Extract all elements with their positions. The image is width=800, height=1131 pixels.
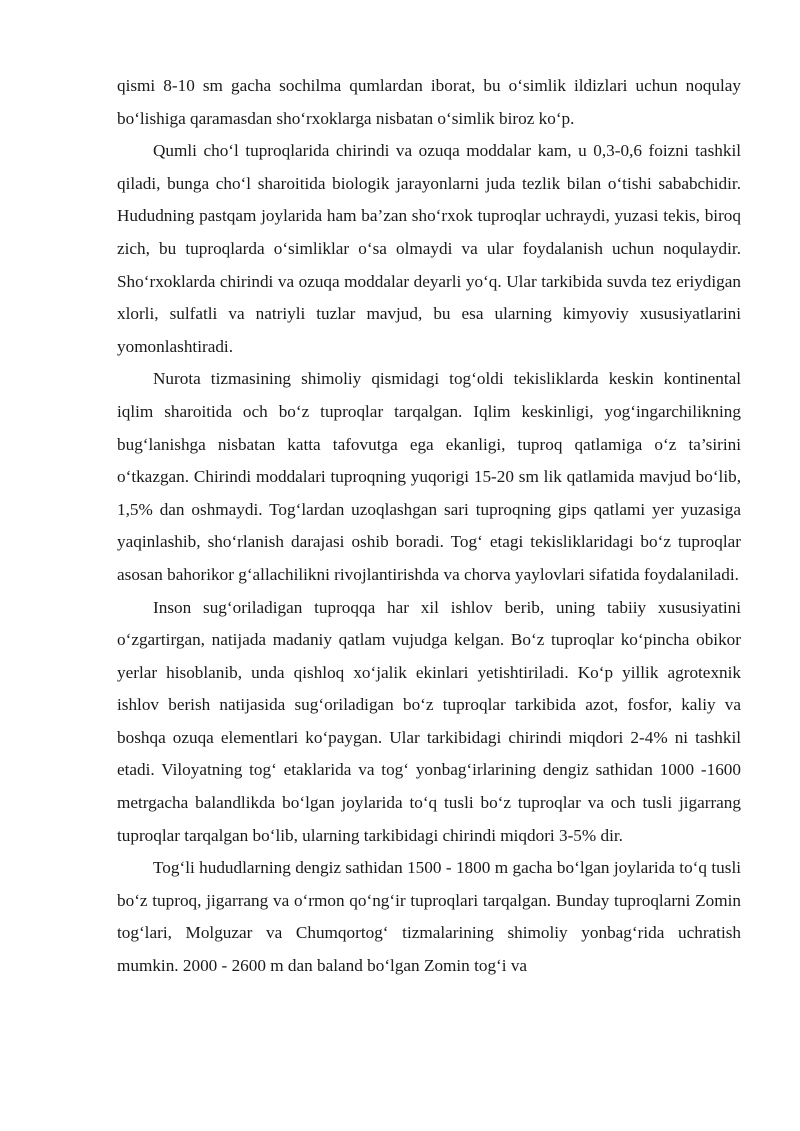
paragraph-sandy-desert-soils: Qumli cho‘l tuproqlarida chirindi va ozuqa moddalar kam, u 0,3-0,6 foizni tashkil qiladi, bunga cho‘l sharoitida biologik jarayonlarni juda tezlik bilan o‘tishi sababchidir. Hududning pastqam joylarida ham ba’zan sho‘rxok tuproqlar uchraydi, yuzasi tekis, biroq zich, bu tuproqlarda o‘simliklar o‘sa olmaydi va ular foydalanish uchun noqulaydir. Sho‘rxoklarda chirindi va ozuqa moddalar deyarli yo‘q. Ular tarkibida suvda tez eriydigan xlorli, sulfatli va natriyli tuzlar mavjud, bu esa ularning kimyoviy xususiyatlarini yomonlashtiradi. [117,141,741,356]
paragraph-continuation: qismi 8-10 sm gacha sochilma qumlardan iborat, bu o‘simlik ildizlari uchun noqulay bo‘lishiga qaramasdan sho‘rxoklarga nisbatan o‘simlik biroz ko‘p. [117,76,741,128]
paragraph-irrigated-soils: Inson sug‘oriladigan tuproqqa har xil ishlov berib, uning tabiiy xususiyatini o‘zgartirgan, natijada madaniy qatlam vujudga kelgan. Bo‘z tuproqlar ko‘pincha obikor yerlar hisoblanib, unda qishloq xo‘jalik ekinlari yetishtiriladi. Ko‘p yillik agrotexnik ishlov berish natijasida sug‘oriladigan bo‘z tuproqlar tarkibida azot, fosfor, kaliy va boshqa ozuqa elementlari ko‘paygan. Ular tarkibidagi chirindi miqdori 2-4% ni tashkil etadi. Viloyatning tog‘ etaklarida va tog‘ yonbag‘irlarining dengiz sathidan 1000 -1600 metrgacha balandlikda bo‘lgan joylarida to‘q tusli bo‘z tuproqlar va och tusli jigarrang tuproqlar tarqalgan bo‘lib, ularning tarkibidagi chirindi miqdori 3-5% dir. [117,597,741,845]
paragraph-nurota-range: Nurota tizmasining shimoliy qismidagi tog‘oldi tekisliklarda keskin kontinental iqlim sharoitida och bo‘z tuproqlar tarqalgan. Iqlim keskinligi, yog‘ingarchilikning bug‘lanishga nisbatan katta tafovutga ega ekanligi, tuproq qatlamiga o‘z ta’sirini o‘tkazgan. Chirindi moddalari tuproqning yuqorigi 15-20 sm lik qatlamida mavjud bo‘lib, 1,5% dan oshmaydi. Tog‘lardan uzoqlashgan sari tuproqning gips qatlami yer yuzasiga yaqinlashib, sho‘rlanish darajasi oshib boradi. Tog‘ etagi tekisliklaridagi bo‘z tuproqlar asosan bahorikor g‘allachilikni rivojlantirishda va chorva yaylovlari sifatida foydalaniladi. [117,369,741,584]
document-page [117,70,741,983]
paragraph-mountain-regions: Tog‘li hududlarning dengiz sathidan 1500 - 1800 m gacha bo‘lgan joylarida to‘q tusli bo‘z tuproq, jigarrang va o‘rmon qo‘ng‘ir tuproqlari tarqalgan. Bunday tuproqlarni Zomin tog‘lari, Molguzar va Chumqortog‘ tizmalarining shimoliy yonbag‘rida uchratish mumkin. 2000 - 2600 m dan baland bo‘lgan Zomin tog‘i va [117,858,741,976]
